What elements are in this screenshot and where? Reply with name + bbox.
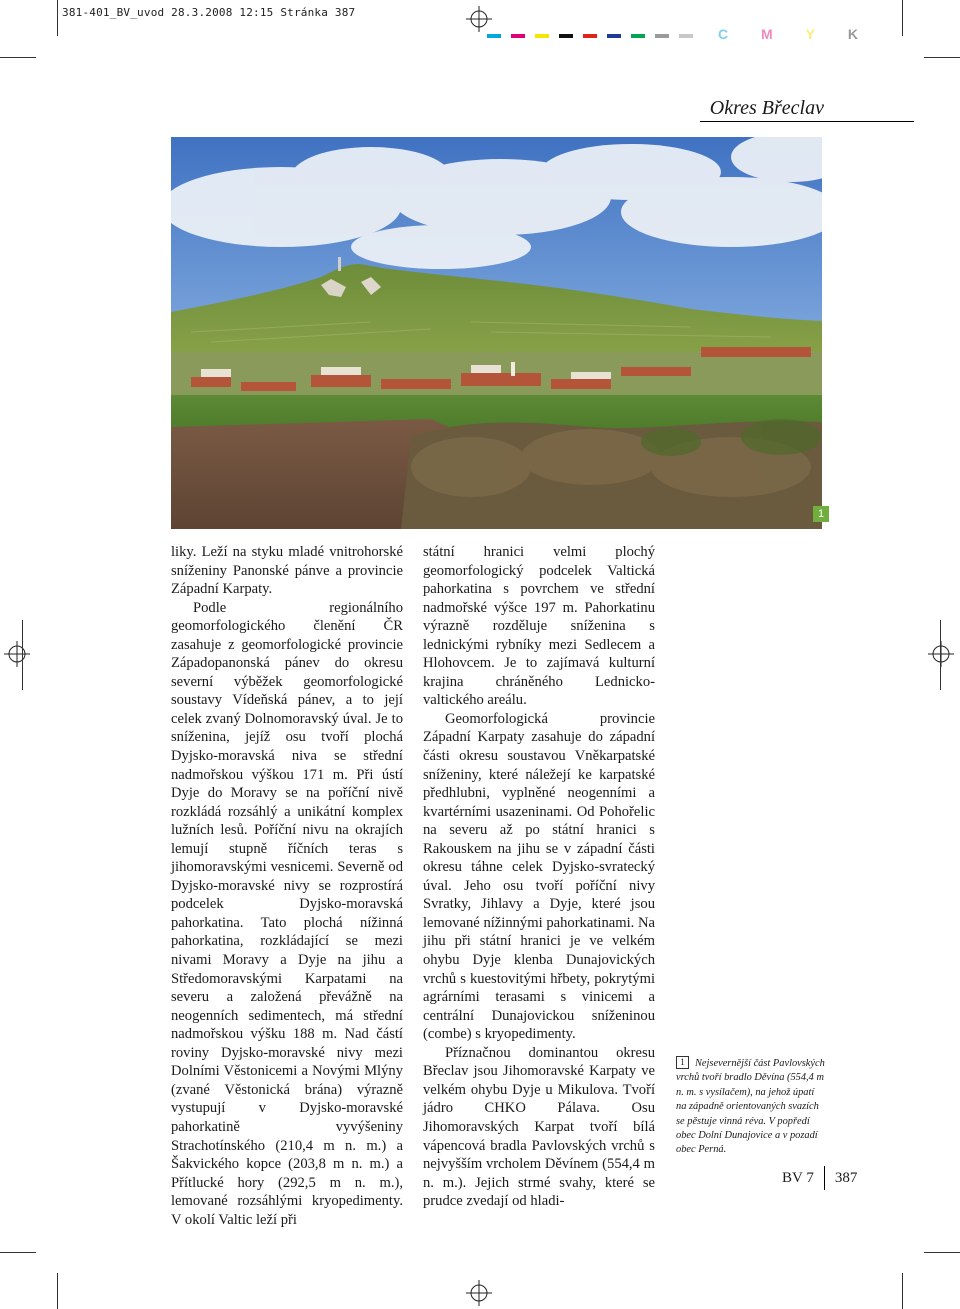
- text-column-right: [423, 543, 655, 1211]
- crop-mark-bottom-left-h: [0, 1252, 36, 1253]
- cmyk-k: K: [847, 26, 858, 42]
- cmyk-c: C: [718, 26, 729, 42]
- center-line-left: [22, 620, 23, 690]
- paragraph: liky. Leží na styku mladé vnitrohorské sníženiny Panonské pánve a provincie Západní Karpaty.: [171, 544, 403, 598]
- crop-mark-top-right-h: [924, 57, 960, 58]
- paragraph: Geomorfologická provincie Západní Karpaty zasahuje do západní části okresu soustavou Vněkarpatské sníženiny, které náležejí ke karpatské předhlubni, vyplněné neogenními a kvartérními usazeninami. Od Pohořelic na severu až po státní hranici s Rakouskem na jihu se v západní části okresu táhne celek Dyjsko-svratecký úval. Jeho osu tvoří poříční nivy Svratky, Jihlavy a Dyje, které jsou lemované nížinnými pahorkatinami. Na jihu při státní hranici je ve velkém ohybu Dyje klenba Dunajovických vrchů s kuestovitými hřbety, pokrytými agrárními terasami s vinicemi a centrální Dunajovickou sníženinou (combe) s kryopedimenty.: [423, 710, 655, 1043]
- crop-mark-top-left-h: [0, 57, 36, 58]
- crop-mark-bottom-right-h: [924, 1252, 960, 1253]
- registration-mark-top-icon: [466, 6, 492, 32]
- color-control-bar: [487, 34, 693, 40]
- folio-divider: [824, 1166, 825, 1190]
- swatch-yellow: [535, 34, 549, 38]
- crop-mark-bottom-right-v: [902, 1273, 903, 1309]
- swatch-green: [631, 34, 645, 38]
- paragraph: státní hranici velmi plochý geomorfologický podcelek Valtická pahorkatina s povrchem ve střední nadmořské výšce 197 m. Pahorkatinu výrazně rozděluje sníženina s lednickými rybníky mezi Sedlecem a Hlohovcem. Je to zajímavá kulturní krajina chráněného Lednicko-valtického areálu.: [423, 544, 655, 709]
- page-folio: [782, 1166, 857, 1190]
- cmyk-m: M: [761, 26, 773, 42]
- section-label: BV 7: [782, 1169, 814, 1186]
- caption-number: 1: [676, 1056, 689, 1069]
- crop-mark-top-left-v: [57, 0, 58, 36]
- swatch-black: [559, 34, 573, 38]
- printer-slug: 381-401_BV_uvod 28.3.2008 12:15 Stránka 387: [62, 6, 356, 19]
- swatch-gray: [655, 34, 669, 38]
- cmyk-y: Y: [805, 26, 815, 42]
- landscape-illustration: [171, 137, 822, 529]
- figure-number-badge: 1: [813, 506, 829, 522]
- cmyk-marks: [718, 26, 858, 42]
- swatch-blue: [607, 34, 621, 38]
- paragraph: Příznačnou dominantou okresu Břeclav jsou Jihomoravské Karpaty ve velkém ohybu Dyje u Mikulova. Tvoří jádro CHKO Pálava. Osu Jihomoravských Karpat tvoří bílá vápencová bradla Pavlovských vrchů s nejvyšším vrcholem Děvínem (554,4 m n. m.). Jejich strmé svahy, které se prudce zvedají od hladi-: [423, 1044, 655, 1210]
- text-column-left: [171, 543, 403, 1229]
- registration-mark-left-icon: [4, 641, 30, 667]
- photo-caption: [676, 1056, 826, 1158]
- crop-mark-top-right-v: [902, 0, 903, 36]
- center-line-right: [940, 620, 941, 690]
- running-head: Okres Břeclav: [709, 97, 824, 119]
- registration-mark-bottom-icon: [466, 1280, 492, 1306]
- running-head-rule: [700, 121, 914, 122]
- swatch-light-gray: [679, 34, 693, 38]
- crop-mark-bottom-left-v: [57, 1273, 58, 1309]
- page-number: 387: [834, 1169, 858, 1186]
- paragraph: Podle regionálního geomorfologického členění ČR zasahuje z geomorfologické provincie Západopanonská pánev do okresu severní výběžek geomorfologické soustavy Vídeňská pánev, a to její celek zvaný Dolnomoravský úval. Je to sníženina, jejíž osu tvoří plochá Dyjsko-moravská niva se střední nadmořskou výškou 171 m. Při ústí Dyje do Moravy se na poříční nivě rozkládá rozsáhlý a unikátní komplex lužních lesů. Poříční nivu na okrajích lemují stupně říčních teras s jihomoravskými vesnicemi. Severně od Dyjsko-moravské nivy se rozprostírá podcelek Dyjsko-moravská pahorkatina. Tato plochá nížinná pahorkatina, rozkládající se mezi nivami Moravy a Dyje na jihu a Středomoravskými Karpatami na severu a založená převážně na neogenních sedimentech, má střední nadmořskou výšku 188 m. Nad částí roviny Dyjsko-moravské nivy mezi Dolními Věstonicemi a Novými Mlýny (zvané Věstonická brána) výrazně vystupují v Dyjsko-moravské pahorkatině vyvýšeniny Strachotínského (210,4 m n. m.) a Šakvického kopce (203,8 m n. m.) a Přítlucké hory (292,5 m n. m.), lemované rozsáhlými kryopedimenty. V okolí Valtic leží při: [171, 599, 403, 1228]
- swatch-cyan: [487, 34, 501, 38]
- swatch-magenta: [511, 34, 525, 38]
- landscape-photo: [171, 137, 822, 529]
- swatch-red: [583, 34, 597, 38]
- registration-mark-right-icon: [928, 641, 954, 667]
- caption-text: Nejsevernější část Pavlovských vrchů tvoří bradlo Děvína (554,4 m n. m. s vysílačem), na jehož úpatí na západně orientovaných svazích se pěstuje vinná réva. V popředí obec Dolní Dunajovice a v pozadí obec Perná.: [676, 1058, 825, 1156]
